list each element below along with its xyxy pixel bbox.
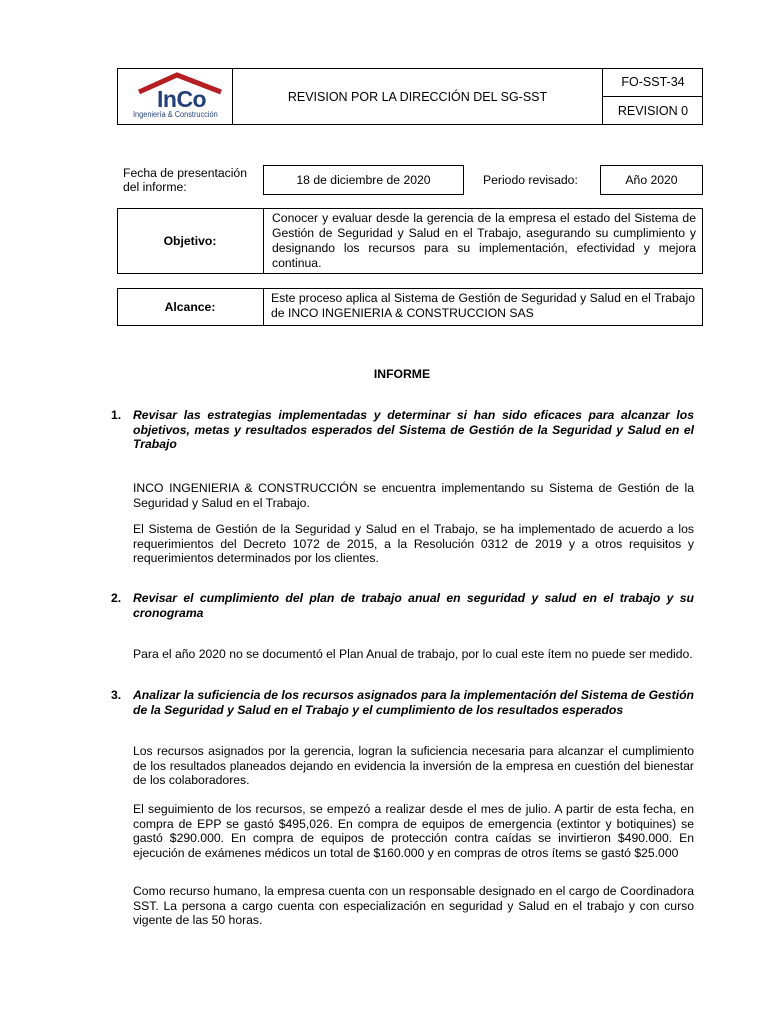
section-heading: Analizar la suficiencia de los recursos asignados para la implementación del Sistema de Gestión de la Seguridad y Salud en el Trabajo y el cumplimiento de los resultados esperados [133,688,694,717]
section-paragraph: Como recurso humano, la empresa cuenta con un responsable designado en el cargo de Coordinadora SST. La persona a cargo cuenta con especialización en seguridad y Salud en el trabajo y con curso vigente de las 50 horas. [133,884,694,927]
company-logo [125,72,229,122]
report-title: INFORME [373,367,431,381]
objective-text: Conocer y evaluar desde la gerencia de la empresa el estado del Sistema de Gestión de Seguridad y Salud en el Trabajo, asegurando su cumplimiento y designando los recursos para su implementación, efectividad y mejora continua. [272,211,696,270]
section-paragraph: Para el año 2020 no se documentó el Plan Anual de trabajo, por lo cual este ítem no puede ser medido. [133,647,693,661]
section-paragraph: El seguimiento de los recursos, se empezó a realizar desde el mes de julio. A partir de esta fecha, en compra de EPP se gastó $495,026. En compra de equipos de emergencia (extintor y botiquines) se gastó $290.000. En compra de equipos de protección contra caídas se invirtieron $490.000. En ejecución de exámenes médicos un total de $160.000 y en compras de otros ítems se gastó $25.000 [133,802,694,860]
document-title: REVISION POR LA DIRECCIÓN DEL SG-SST [287,89,548,104]
objective-divider [263,208,264,274]
period-value: Año 2020 [600,165,703,195]
objective-label: Objetivo: [163,234,217,248]
section-paragraph: El Sistema de Gestión de la Seguridad y Salud en el Trabajo, se ha implementado de acuerdo a los requerimientos del Decreto 1072 de 2015, a la Resolución 0312 de 2019 y a otros requisitos y requerimientos determinados por los clientes. [133,522,694,565]
section-paragraph: INCO INGENIERIA & CONSTRUCCIÓN se encuentra implementando su Sistema de Gestión de la Seguridad y Salud en el Trabajo. [133,481,694,510]
logo-text: InCo [157,86,207,112]
document-revision: REVISION 0 [617,104,689,118]
section-number: 3. [111,688,122,702]
date-label: Fecha de presentación del informe: [123,166,247,194]
logo-subtitle: Ingeniería & Construcción [133,110,218,119]
section-heading: Revisar el cumplimiento del plan de trabajo anual en seguridad y salud en el trabajo y su cronograma [133,591,694,620]
scope-label: Alcance: [164,300,216,314]
section-number: 1. [111,408,122,422]
period-label: Periodo revisado: [483,173,578,187]
date-value: 18 de diciembre de 2020 [263,165,464,195]
scope-text: Este proceso aplica al Sistema de Gestión de Seguridad y Salud en el Trabajo de INCO INGENIERIA & CONSTRUCCION SAS [271,291,695,320]
document-code: FO-SST-34 [621,75,685,89]
section-heading: Revisar las estrategias implementadas y determinar si han sido eficaces para alcanzar los objetivos, metas y resultados esperados del Sistema de Gestión de la Seguridad y Salud en el Trabajo [133,408,694,451]
section-paragraph: Los recursos asignados por la gerencia, logran la suficiencia necesaria para alcanzar el cumplimiento de los resultados planeados dejando en evidencia la inversión de la empresa en cuestión del bienestar de los colaboradores. [133,744,694,787]
section-number: 2. [111,591,122,605]
scope-divider [263,288,264,326]
